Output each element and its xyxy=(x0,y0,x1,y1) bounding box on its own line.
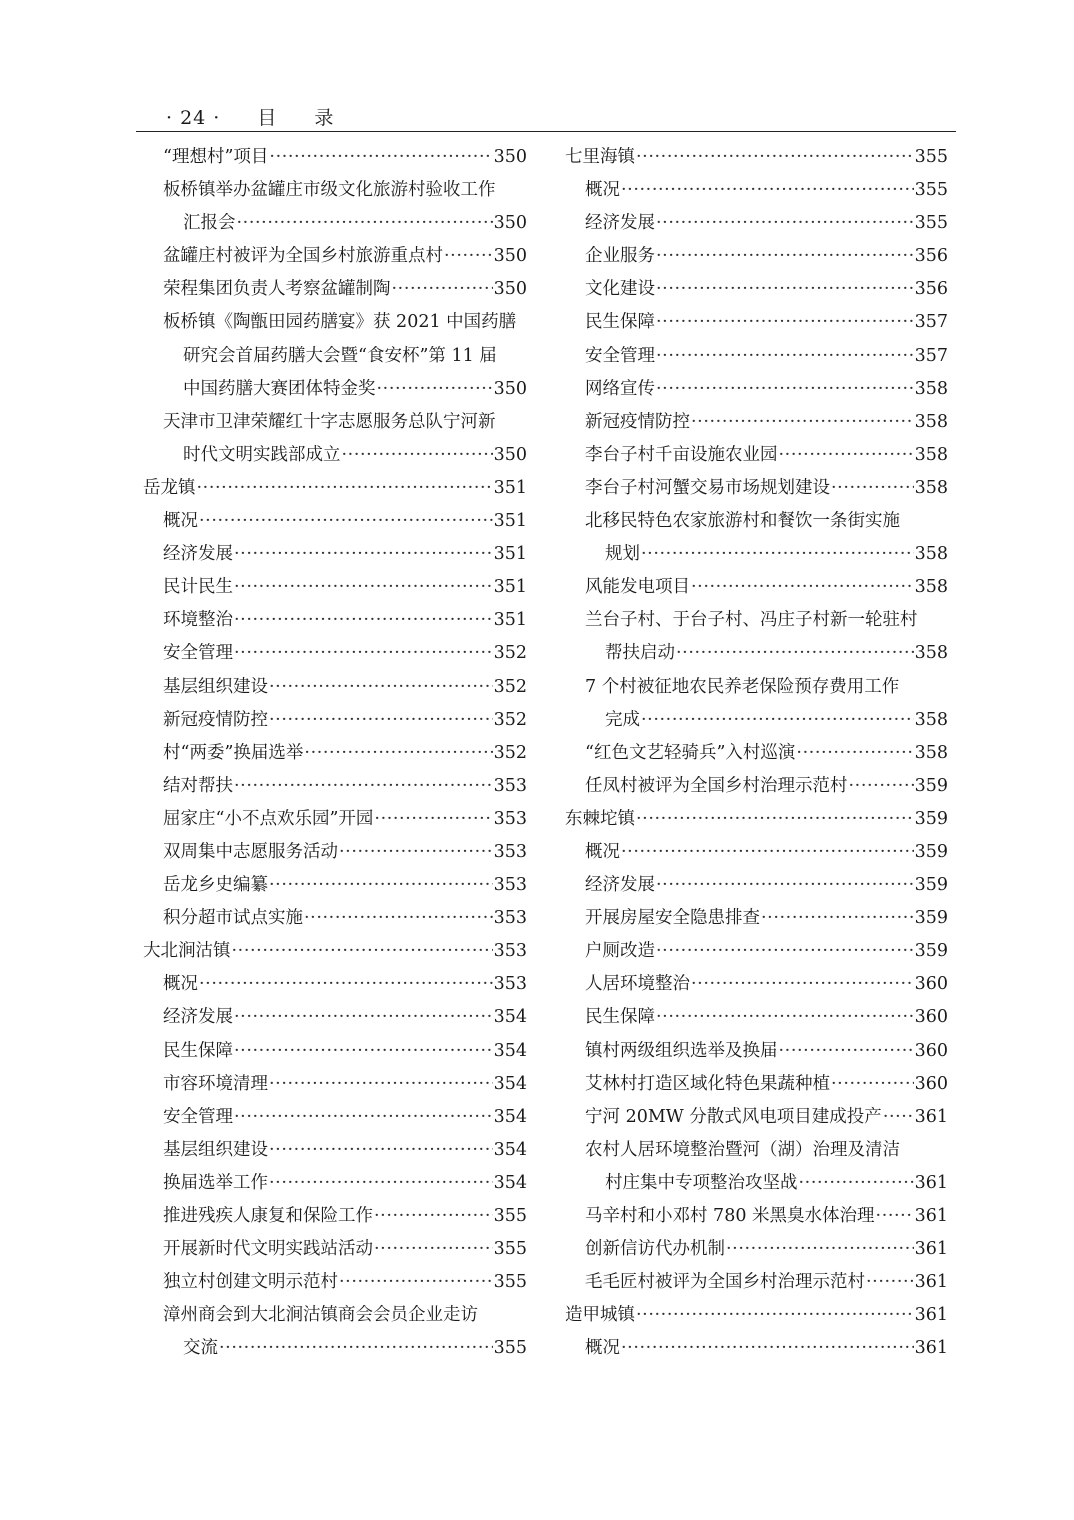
toc-entry-title: 概况 xyxy=(163,511,198,532)
toc-entry-title: 经济发展 xyxy=(163,544,233,565)
toc-entry-title: 板桥镇举办盆罐庄市级文化旅游村验收工作 xyxy=(163,180,496,201)
toc-entry-title: 企业服务 xyxy=(585,246,655,267)
toc-entry[interactable] xyxy=(565,637,948,670)
toc-entry[interactable] xyxy=(143,1233,527,1266)
toc-entry-page: 361 xyxy=(914,1305,948,1326)
dot-leader xyxy=(269,141,492,174)
toc-entry-title: 屈家庄“小不点欢乐园”开园 xyxy=(163,808,374,829)
dot-leader xyxy=(304,902,493,935)
dot-leader xyxy=(636,803,914,836)
toc-entry-title: 推进残疾人康复和保险工作 xyxy=(163,1206,373,1226)
toc-entry-title: 基层组织建设 xyxy=(163,1139,268,1160)
toc-entry[interactable] xyxy=(565,538,948,571)
toc-entry-title: 换届选举工作 xyxy=(163,1172,268,1193)
toc-entry[interactable] xyxy=(143,306,527,339)
toc-entry[interactable] xyxy=(143,1101,527,1134)
toc-entry-title: 双周集中志愿服务活动 xyxy=(163,841,338,862)
toc-entry-title: 岳龙镇 xyxy=(143,477,196,498)
toc-entry-title: 新冠疫情防控 xyxy=(163,709,268,730)
toc-entry[interactable] xyxy=(565,671,948,704)
dot-leader xyxy=(237,207,493,240)
page-number: · 24 · xyxy=(166,107,221,129)
toc-entry[interactable] xyxy=(565,505,948,538)
toc-entry-title: 马辛村和小邓村 780 米黑臭水体治理 xyxy=(585,1206,875,1226)
dot-leader xyxy=(234,571,493,604)
dot-leader xyxy=(234,604,493,637)
dot-leader xyxy=(761,902,914,935)
toc-entry-title: 岳龙乡史编纂 xyxy=(163,875,268,896)
toc-entry-title: 大北涧沽镇 xyxy=(143,941,231,962)
dot-leader xyxy=(374,803,492,836)
toc-entry-title: 帮扶启动 xyxy=(605,643,675,664)
toc-entry-page: 353 xyxy=(493,775,527,796)
toc-entry-page: 354 xyxy=(493,1172,527,1193)
toc-entry-page: 354 xyxy=(493,1040,527,1061)
toc-entry-page: 350 xyxy=(493,246,527,267)
toc-entry-page: 361 xyxy=(914,1172,948,1193)
toc-entry-title: 民生保障 xyxy=(585,312,655,333)
toc-entry[interactable] xyxy=(143,141,527,174)
dot-leader xyxy=(656,240,914,273)
toc-entry-title: 环境整治 xyxy=(163,610,233,631)
toc-entry[interactable] xyxy=(565,836,948,869)
toc-entry-title: 基层组织建设 xyxy=(163,676,268,697)
toc-entry[interactable] xyxy=(565,306,948,339)
toc-entry-title: 民生保障 xyxy=(163,1040,233,1061)
toc-entry[interactable] xyxy=(565,1134,948,1167)
toc-entry[interactable] xyxy=(565,1068,948,1101)
toc-entry-title: “红色文艺轻骑兵”入村巡演 xyxy=(585,742,796,763)
dot-leader xyxy=(831,472,914,505)
toc-entry-page: 350 xyxy=(493,213,527,234)
toc-entry-title: 概况 xyxy=(163,974,198,995)
dot-leader xyxy=(374,1233,493,1266)
toc-entry[interactable] xyxy=(565,439,948,472)
dot-leader xyxy=(656,273,914,306)
toc-entry-page: 354 xyxy=(493,1073,527,1094)
toc-entry-title: 李台子村河蟹交易市场规划建设 xyxy=(585,477,830,498)
toc-entry-title: 民生保障 xyxy=(585,1007,655,1028)
toc-entry-page: 357 xyxy=(914,312,948,333)
dot-leader xyxy=(621,1332,914,1365)
toc-entry-page: 359 xyxy=(914,875,948,896)
toc-entry[interactable] xyxy=(143,704,527,737)
toc-entry[interactable] xyxy=(143,1167,527,1200)
toc-entry-title: 汇报会 xyxy=(183,213,236,234)
dot-leader xyxy=(234,770,493,803)
toc-entry[interactable] xyxy=(565,902,948,935)
toc-entry-title: 积分超市试点实施 xyxy=(163,908,303,929)
toc-entry-title: 农村人居环境整治暨河（湖）治理及清洁 xyxy=(585,1139,900,1160)
toc-entry-title: 规划 xyxy=(605,544,640,565)
toc-entry[interactable] xyxy=(565,1266,948,1299)
toc-entry[interactable] xyxy=(565,406,948,439)
toc-entry[interactable] xyxy=(143,1134,527,1167)
toc-entry-title: 户厕改造 xyxy=(585,941,655,962)
toc-entry[interactable] xyxy=(143,968,527,1001)
dot-leader xyxy=(444,240,493,273)
dot-leader xyxy=(866,1266,914,1299)
toc-entry[interactable] xyxy=(565,340,948,373)
toc-entry[interactable] xyxy=(565,1035,948,1068)
toc-entry[interactable] xyxy=(143,803,527,836)
toc-entry-title: 天津市卫津荣耀红十字志愿服务总队宁河新 xyxy=(163,411,496,432)
toc-entry[interactable] xyxy=(143,240,527,273)
toc-entry[interactable] xyxy=(143,1068,527,1101)
toc-entry-title: 人居环境整治 xyxy=(585,974,690,995)
toc-entry-page: 350 xyxy=(493,444,527,465)
toc-entry-title: 安全管理 xyxy=(163,1106,233,1127)
toc-entry[interactable] xyxy=(143,637,527,670)
toc-entry-title: 结对帮扶 xyxy=(163,775,233,796)
toc-entry-page: 355 xyxy=(914,213,948,234)
dot-leader xyxy=(726,1233,914,1266)
toc-entry-page: 350 xyxy=(493,378,527,399)
toc-entry-title: 兰台子村、于台子村、冯庄子村新一轮驻村 xyxy=(585,610,918,631)
toc-entry-page: 352 xyxy=(493,742,527,763)
toc-entry-page: 355 xyxy=(914,147,948,167)
toc-entry-page: 358 xyxy=(914,709,948,730)
toc-entry-page: 358 xyxy=(914,742,948,763)
dot-leader xyxy=(269,1134,493,1167)
toc-entry-page: 359 xyxy=(914,941,948,962)
toc-entry-page: 356 xyxy=(914,246,948,267)
toc-entry-title: 安全管理 xyxy=(585,345,655,366)
toc-entry-title: 李台子村千亩设施农业园 xyxy=(585,444,778,465)
toc-entry[interactable] xyxy=(143,373,527,406)
toc-entry-title: 概况 xyxy=(585,1338,620,1359)
toc-entry-page: 353 xyxy=(493,808,527,829)
dot-leader xyxy=(656,1001,914,1034)
toc-entry[interactable] xyxy=(565,174,948,207)
toc-entry-page: 355 xyxy=(914,180,948,201)
header-rule xyxy=(136,131,956,132)
toc-entry-page: 355 xyxy=(493,1272,527,1293)
toc-entry-title: 交流 xyxy=(183,1338,218,1359)
dot-leader xyxy=(199,505,493,538)
toc-entry[interactable] xyxy=(565,770,948,803)
toc-entry-title: 时代文明实践部成立 xyxy=(183,444,341,465)
dot-leader xyxy=(636,141,914,174)
toc-entry-title: 开展房屋安全隐患排查 xyxy=(585,908,760,929)
toc-entry-page: 360 xyxy=(914,1073,948,1094)
toc-entry-title: 完成 xyxy=(605,709,640,730)
toc-column-right xyxy=(565,141,948,1365)
toc-entry[interactable] xyxy=(143,1299,527,1332)
toc-entry[interactable] xyxy=(565,869,948,902)
toc-entry[interactable] xyxy=(143,1035,527,1068)
dot-leader xyxy=(656,207,914,240)
toc-entry[interactable] xyxy=(143,340,527,373)
dot-leader xyxy=(621,174,914,207)
toc-entry-title: 板桥镇《陶甑田园药膳宴》获 2021 中国药膳 xyxy=(163,312,517,333)
dot-leader xyxy=(691,571,914,604)
toc-entry[interactable] xyxy=(565,273,948,306)
toc-entry-title: 7 个村被征地农民养老保险预存费用工作 xyxy=(585,676,900,697)
toc-entry[interactable] xyxy=(143,836,527,869)
dot-leader xyxy=(656,373,914,406)
toc-entry-page: 354 xyxy=(493,1106,527,1127)
toc-entry-title: 盆罐庄村被评为全国乡村旅游重点村 xyxy=(163,246,443,267)
toc-entry-page: 354 xyxy=(493,1007,527,1028)
toc-entry-page: 353 xyxy=(493,941,527,962)
toc-entry[interactable] xyxy=(565,1001,948,1034)
toc-entry-page: 353 xyxy=(493,841,527,862)
toc-entry-title: 研究会首届药膳大会暨“食安杯”第 11 届 xyxy=(183,345,497,366)
toc-entry-page: 350 xyxy=(493,279,527,300)
toc-entry[interactable] xyxy=(565,604,948,637)
toc-entry-page: 358 xyxy=(914,544,948,565)
dot-leader xyxy=(641,538,914,571)
toc-entry[interactable] xyxy=(143,1332,527,1365)
toc-entry-page: 351 xyxy=(493,577,527,598)
toc-entry-page: 359 xyxy=(914,808,948,829)
toc-entry-page: 360 xyxy=(914,974,948,995)
toc-entry[interactable] xyxy=(565,935,948,968)
dot-leader xyxy=(234,1035,493,1068)
toc-entry[interactable] xyxy=(143,406,527,439)
running-header xyxy=(166,103,349,130)
toc-entry[interactable] xyxy=(565,373,948,406)
dot-leader xyxy=(641,704,914,737)
dot-leader xyxy=(219,1332,493,1365)
toc-entry-title: 经济发展 xyxy=(163,1007,233,1028)
dot-leader xyxy=(656,869,914,902)
toc-entry[interactable] xyxy=(565,737,948,770)
toc-entry-title: 任凤村被评为全国乡村治理示范村 xyxy=(585,775,848,796)
toc-entry-page: 361 xyxy=(914,1338,948,1359)
toc-entry-page: 352 xyxy=(493,643,527,664)
dot-leader xyxy=(269,1167,493,1200)
toc-entry[interactable] xyxy=(143,571,527,604)
toc-entry-page: 355 xyxy=(493,1338,527,1359)
toc-entry-page: 359 xyxy=(914,775,948,796)
dot-leader xyxy=(304,737,492,770)
toc-entry-title: 概况 xyxy=(585,180,620,201)
toc-entry-title: 安全管理 xyxy=(163,643,233,664)
toc-entry-page: 353 xyxy=(493,875,527,896)
toc-entry-title: 民计民生 xyxy=(163,577,233,598)
toc-entry-title: 七里海镇 xyxy=(565,147,635,167)
toc-entry-page: 358 xyxy=(914,477,948,498)
toc-entry-title: 概况 xyxy=(585,841,620,862)
toc-entry-title: 村庄集中专项整治攻坚战 xyxy=(605,1172,798,1193)
toc-entry-title: 中国药膳大赛团体特金奖 xyxy=(183,378,376,399)
dot-leader xyxy=(876,1200,914,1233)
toc-entry[interactable] xyxy=(143,902,527,935)
toc-entry[interactable] xyxy=(143,505,527,538)
toc-entry-page: 351 xyxy=(493,610,527,631)
toc-entry-page: 351 xyxy=(493,511,527,532)
toc-entry[interactable] xyxy=(565,240,948,273)
toc-entry-title: 毛毛匠村被评为全国乡村治理示范村 xyxy=(585,1272,865,1293)
dot-leader xyxy=(339,1266,493,1299)
toc-entry-title: 风能发电项目 xyxy=(585,577,690,598)
toc-entry[interactable] xyxy=(565,1101,948,1134)
toc-entry[interactable] xyxy=(565,1200,948,1233)
toc-entry-page: 361 xyxy=(914,1106,948,1127)
toc-entry-page: 352 xyxy=(493,709,527,730)
toc-entry-page: 358 xyxy=(914,378,948,399)
dot-leader xyxy=(799,1167,914,1200)
toc-column-left xyxy=(143,141,527,1365)
dot-leader xyxy=(656,306,914,339)
dot-leader xyxy=(883,1101,914,1134)
toc-entry[interactable] xyxy=(565,1233,948,1266)
dot-leader xyxy=(197,472,493,505)
toc-entry-page: 353 xyxy=(493,908,527,929)
dot-leader xyxy=(269,869,493,902)
toc-entry-page: 357 xyxy=(914,345,948,366)
toc-entry-page: 361 xyxy=(914,1239,948,1260)
toc-entry[interactable] xyxy=(565,1299,948,1332)
toc-entry[interactable] xyxy=(143,538,527,571)
toc-entry-page: 355 xyxy=(493,1239,527,1260)
toc-entry-page: 350 xyxy=(493,147,527,167)
toc-entry-title: 创新信访代办机制 xyxy=(585,1239,725,1260)
toc-entry-page: 351 xyxy=(493,477,527,498)
toc-entry[interactable] xyxy=(565,704,948,737)
toc-entry-page: 361 xyxy=(914,1206,948,1226)
dot-leader xyxy=(831,1068,914,1101)
toc-entry-page: 354 xyxy=(493,1139,527,1160)
toc-entry-title: 东棘坨镇 xyxy=(565,808,635,829)
toc-entry[interactable] xyxy=(143,1001,527,1034)
toc-entry-title: 新冠疫情防控 xyxy=(585,411,690,432)
dot-leader xyxy=(691,968,914,1001)
toc-entry-title: 文化建设 xyxy=(585,279,655,300)
dot-leader xyxy=(636,1299,914,1332)
toc-entry-title: 宁河 20MW 分散式风电项目建成投产 xyxy=(585,1106,882,1127)
toc-entry-page: 359 xyxy=(914,908,948,929)
dot-leader xyxy=(374,1200,493,1233)
toc-entry[interactable] xyxy=(565,1332,948,1365)
toc-entry-title: 造甲城镇 xyxy=(565,1305,635,1326)
toc-entry-page: 351 xyxy=(493,544,527,565)
toc-entry-title: 镇村两级组织选举及换届 xyxy=(585,1040,778,1061)
toc-entry-title: 开展新时代文明实践站活动 xyxy=(163,1239,373,1260)
toc-entry-page: 360 xyxy=(914,1007,948,1028)
dot-leader xyxy=(796,737,913,770)
toc-entry[interactable] xyxy=(565,1167,948,1200)
toc-entry-title: 网络宣传 xyxy=(585,378,655,399)
dot-leader xyxy=(779,1035,914,1068)
dot-leader xyxy=(234,538,493,571)
dot-leader xyxy=(377,373,493,406)
toc-entry-page: 359 xyxy=(914,841,948,862)
toc-entry[interactable] xyxy=(143,174,527,207)
toc-entry[interactable] xyxy=(565,571,948,604)
toc-entry-page: 356 xyxy=(914,279,948,300)
toc-entry-title: 荣程集团负责人考察盆罐制陶 xyxy=(163,279,391,300)
dot-leader xyxy=(234,637,493,670)
toc-entry-page: 355 xyxy=(493,1206,527,1226)
toc-entry-page: 353 xyxy=(493,974,527,995)
toc-entry-title: 漳州商会到大北涧沽镇商会会员企业走访 xyxy=(163,1305,478,1326)
toc-entry-page: 360 xyxy=(914,1040,948,1061)
toc-entry-page: 358 xyxy=(914,643,948,664)
dot-leader xyxy=(656,935,914,968)
dot-leader xyxy=(269,671,493,704)
toc-entry[interactable] xyxy=(143,737,527,770)
toc-entry-page: 358 xyxy=(914,444,948,465)
dot-leader xyxy=(199,968,493,1001)
toc-entry-page: 352 xyxy=(493,676,527,697)
toc-entry[interactable] xyxy=(143,770,527,803)
toc-entry-page: 358 xyxy=(914,411,948,432)
toc-entry[interactable] xyxy=(143,869,527,902)
toc-entry-title: 独立村创建文明示范村 xyxy=(163,1272,338,1293)
toc-entry[interactable] xyxy=(143,604,527,637)
dot-leader xyxy=(392,273,493,306)
toc-entry-title: 市容环境清理 xyxy=(163,1073,268,1094)
dot-leader xyxy=(269,704,493,737)
dot-leader xyxy=(269,1068,493,1101)
toc-entry[interactable] xyxy=(565,207,948,240)
dot-leader xyxy=(676,637,914,670)
toc-entry[interactable] xyxy=(143,472,527,505)
toc-entry-page: 358 xyxy=(914,577,948,598)
toc-entry[interactable] xyxy=(143,439,527,472)
toc-entry-title: “理想村”项目 xyxy=(163,147,269,167)
toc-entry[interactable] xyxy=(143,273,527,306)
toc-entry[interactable] xyxy=(565,968,948,1001)
toc-entry[interactable] xyxy=(143,1200,527,1233)
dot-leader xyxy=(342,439,493,472)
toc-entry-title: 艾林村打造区域化特色果蔬种植 xyxy=(585,1073,830,1094)
dot-leader xyxy=(621,836,914,869)
dot-leader xyxy=(234,1101,493,1134)
dot-leader xyxy=(779,439,914,472)
dot-leader xyxy=(339,836,493,869)
toc-entry[interactable] xyxy=(143,1266,527,1299)
toc-entry[interactable] xyxy=(565,141,948,174)
toc-entry-title: 经济发展 xyxy=(585,213,655,234)
dot-leader xyxy=(232,935,493,968)
toc-entry-page: 361 xyxy=(914,1272,948,1293)
dot-leader xyxy=(691,406,914,439)
page-title: 目 录 xyxy=(257,107,350,129)
toc-entry[interactable] xyxy=(565,803,948,836)
toc-entry-title: 经济发展 xyxy=(585,875,655,896)
toc-entry-title: 北移民特色农家旅游村和餐饮一条街实施 xyxy=(585,511,900,532)
toc-entry[interactable] xyxy=(143,671,527,704)
dot-leader xyxy=(234,1001,493,1034)
toc-entry[interactable] xyxy=(143,935,527,968)
toc-entry[interactable] xyxy=(143,207,527,240)
dot-leader xyxy=(656,340,914,373)
toc-entry-title: 村“两委”换届选举 xyxy=(163,742,304,763)
dot-leader xyxy=(849,770,914,803)
toc-entry[interactable] xyxy=(565,472,948,505)
